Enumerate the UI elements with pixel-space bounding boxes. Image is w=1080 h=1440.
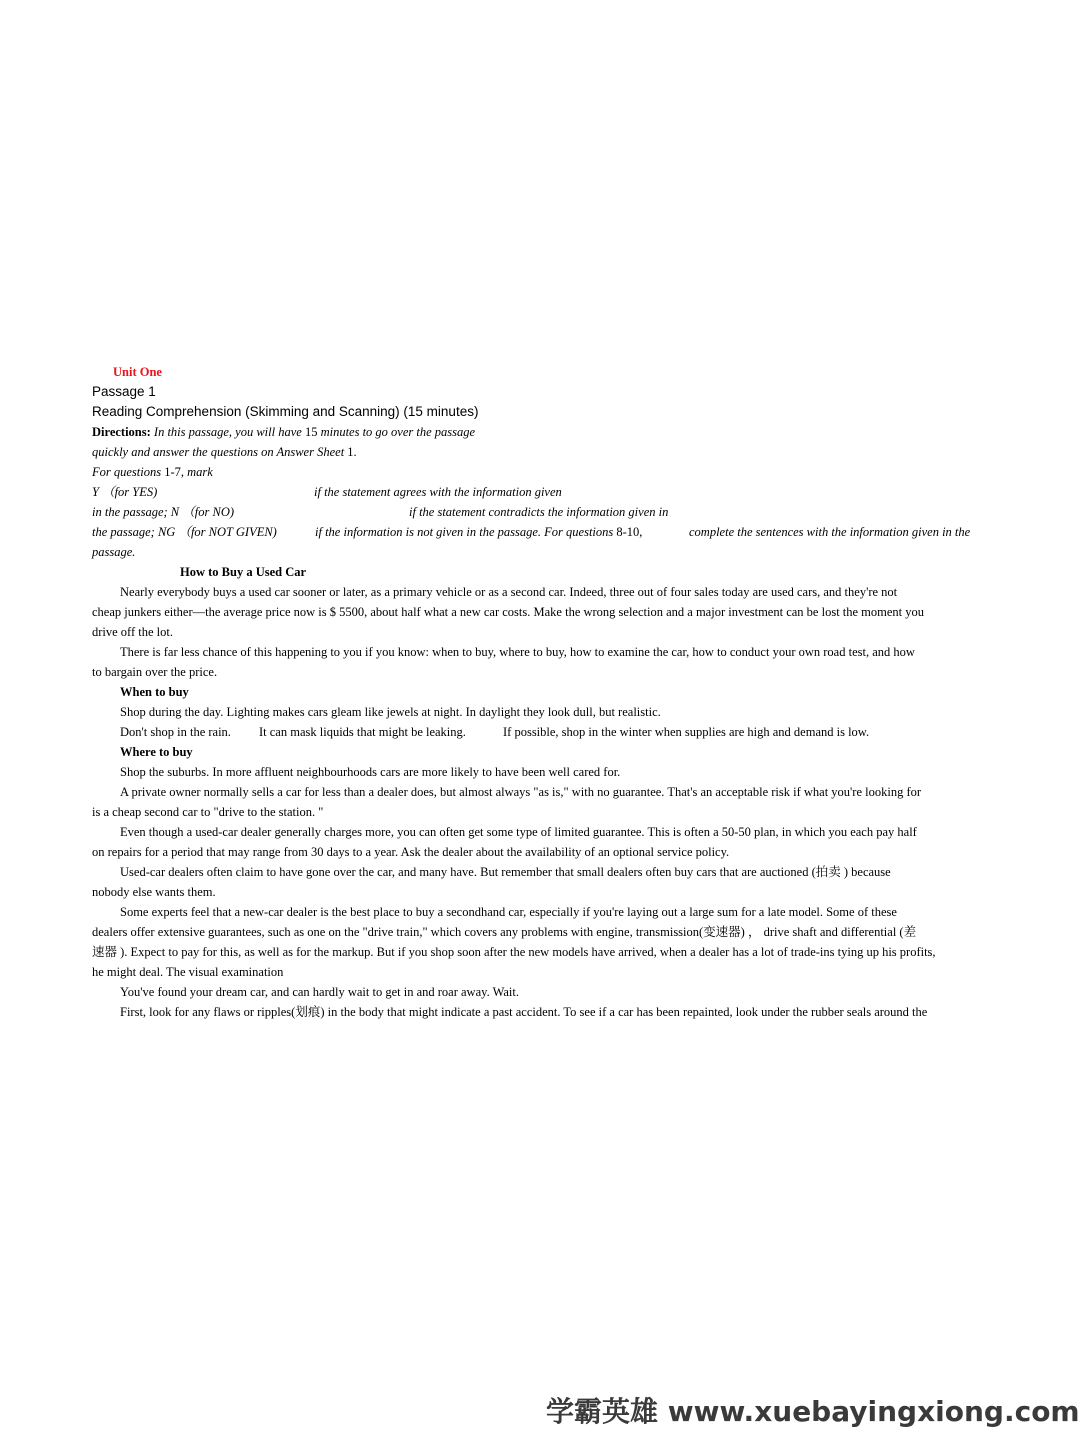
paragraph-line: Shop the suburbs. In more affluent neighbourhoods cars are more likely to have been well cared for. — [120, 765, 621, 779]
not-given-label: the passage; NG （for NOT GIVEN) — [92, 525, 277, 539]
directions-line-3: For questions 1-7, mark — [92, 465, 213, 479]
passage-label: Passage 1 — [92, 384, 156, 399]
paragraph-line: It can mask liquids that might be leaking. — [259, 725, 466, 739]
subheading-when-to-buy: When to buy — [120, 685, 189, 699]
article-title: How to Buy a Used Car — [180, 565, 307, 579]
paragraph-line: drive off the lot. — [92, 625, 173, 639]
paragraph-line: Nearly everybody buys a used car sooner or later, as a primary vehicle or as a second car. Indeed, three out of four sales today are used cars, and they're not — [120, 585, 898, 599]
yes-label: Y （for YES) — [92, 485, 158, 499]
section-title: Reading Comprehension (Skimming and Scanning) (15 minutes) — [92, 404, 479, 419]
paragraph-line: A private owner normally sells a car for less than a dealer does, but almost always "as is," with no guarantee. That's an acceptable risk if what you're looking for — [120, 785, 922, 799]
paragraph-line: dealers offer extensive guarantees, such as one on the "drive train," which covers any problems with engine, transmission(变速器) ， drive shaft and differential (差 — [92, 925, 917, 939]
paragraph-line: Some experts feel that a new-car dealer is the best place to buy a secondhand car, especially if you're laying out a large sum for a late model. Some of these — [120, 905, 897, 919]
paragraph-line: he might deal. The visual examination — [92, 965, 284, 979]
paragraph-line: cheap junkers either—the average price now is $ 5500, about half what a new car costs. Make the wrong selection and a major investment can be lost the moment you — [92, 605, 925, 619]
paragraph-line: If possible, shop in the winter when supplies are high and demand is low. — [503, 725, 870, 739]
paragraph-line: First, look for any flaws or ripples(划痕) in the body that might indicate a past accident. To see if a car has been repainted, look under the rubber seals around the — [120, 1005, 928, 1019]
subheading-where-to-buy: Where to buy — [120, 745, 193, 759]
paragraph-line: nobody else wants them. — [92, 885, 216, 899]
paragraph-line: Used-car dealers often claim to have gone over the car, and many have. But remember that small dealers often buy cars that are auctioned (拍卖 ) because — [120, 865, 891, 879]
directions-line-2: quickly and answer the questions on Answer Sheet 1. — [92, 445, 357, 459]
site-watermark: 学霸英雄 www.xuebayingxiong.com — [546, 1395, 1080, 1428]
paragraph-line: Even though a used-car dealer generally charges more, you can often get some type of limited guarantee. This is often a 50-50 plan, in which you each pay half — [120, 825, 917, 839]
paragraph-line: to bargain over the price. — [92, 665, 218, 679]
paragraph-line: Shop during the day. Lighting makes cars gleam like jewels at night. In daylight they look dull, but realistic. — [120, 705, 661, 719]
no-text: if the statement contradicts the information given in — [409, 505, 669, 519]
paragraph-line: Don't shop in the rain. — [120, 725, 231, 739]
unit-heading: Unit One — [113, 365, 162, 379]
not-given-text: if the information is not given in the passage. For questions 8-10, — [315, 525, 643, 539]
yes-text: if the statement agrees with the information given — [314, 485, 562, 499]
no-label: in the passage; N （for NO) — [92, 505, 235, 519]
directions-label: Directions: — [92, 425, 151, 439]
paragraph-line: on repairs for a period that may range from 30 days to a year. Ask the dealer about the availability of an optional service policy. — [92, 845, 730, 859]
paragraph-line: is a cheap second car to "drive to the station. " — [92, 805, 324, 819]
paragraph-line: You've found your dream car, and can hardly wait to get in and roar away. Wait. — [120, 985, 520, 999]
completion-instruction-end: passage. — [92, 545, 136, 559]
paragraph-line: 速器 ). Expect to pay for this, as well as for the markup. But if you shop soon after the new models have arrived, when a dealer has a lot of trade-ins tying up his profits, — [92, 945, 936, 959]
paragraph-line: There is far less chance of this happening to you if you know: when to buy, where to buy, how to examine the car, how to conduct your own road test, and how — [120, 645, 915, 659]
completion-instruction: complete the sentences with the information given in the — [689, 525, 971, 539]
directions-line-1: Directions: In this passage, you will have 15 minutes to go over the passage — [92, 425, 476, 439]
